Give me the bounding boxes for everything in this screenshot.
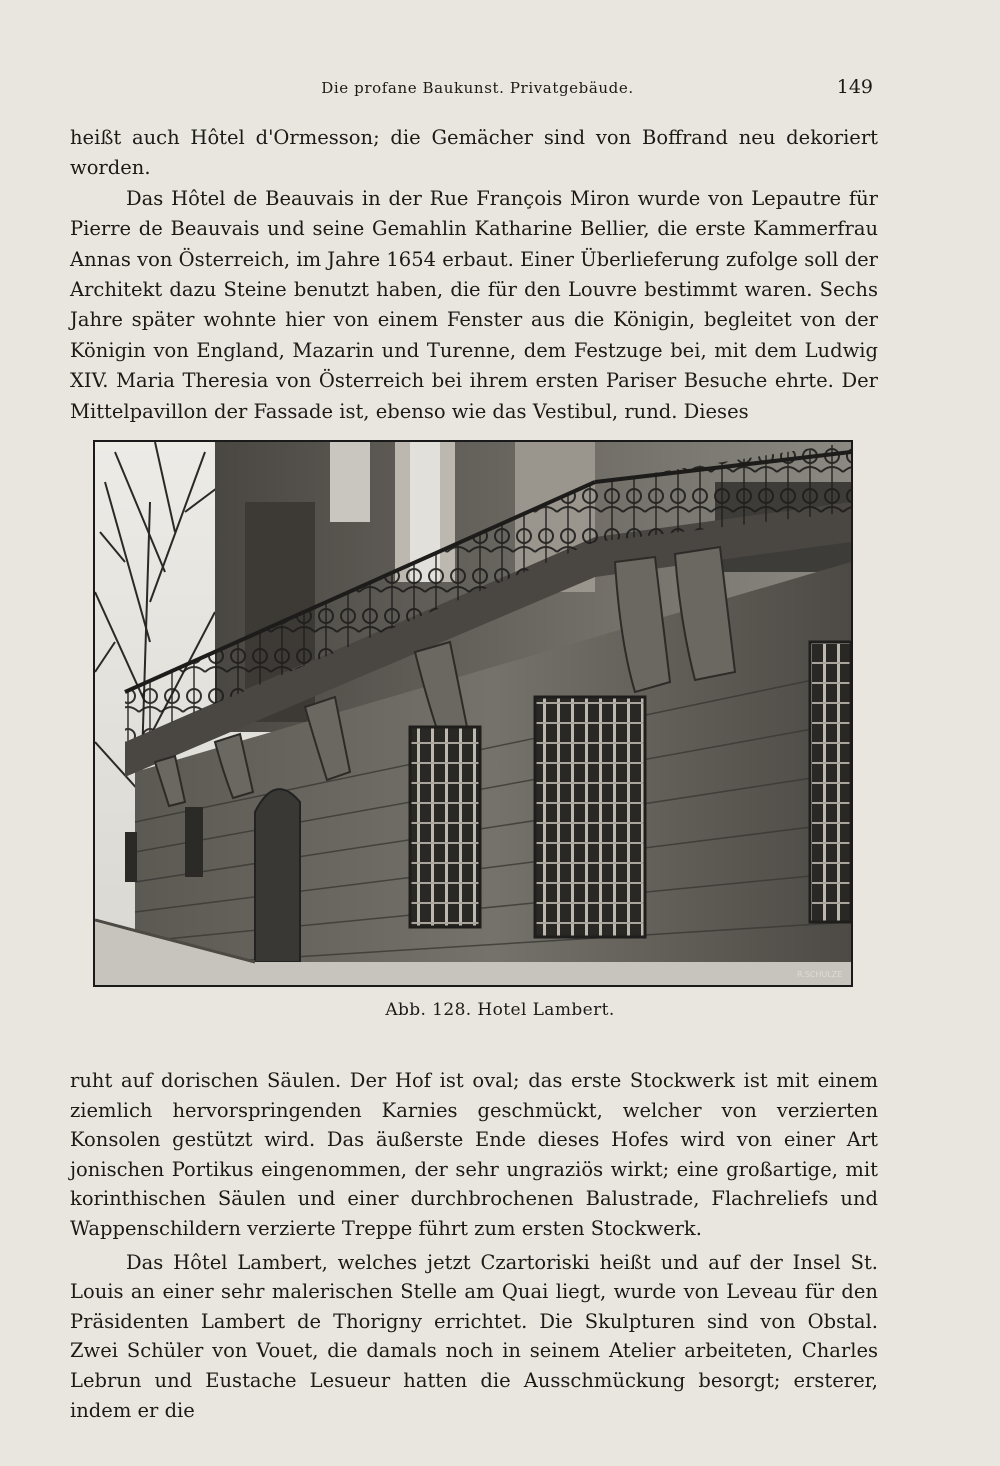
barred-window-edge [810, 642, 851, 922]
small-window [185, 807, 203, 877]
barred-window-center [410, 727, 480, 927]
page-header [70, 76, 885, 104]
facade-illustration [95, 442, 851, 985]
paragraph-hotel-lambert: Das Hôtel Lambert, welches jetzt Czartoriski heißt und auf der Insel St. Louis an einer sehr malerischen Stelle am Quai liegt, wurde von Leveau für den Präsidenten Lambert de Thorigny errichtet. Die Skulpturen sind von Obstal. Zwei Schüler von Vouet, die damals noch in seinem Atelier arbeiteten, Charles Lebrun und Eustache Lesueur hatten die Ausschmückung besorgt; ersterer, indem er die [70, 1250, 878, 1422]
paragraph-continuation: heißt auch Hôtel d'Ormesson; die Gemächer sind von Boffrand neu dekoriert worden. [70, 126, 878, 180]
figure-hotel-lambert-photo [93, 440, 853, 987]
figure-caption: Abb. 128. Hotel Lambert. [385, 1000, 615, 1020]
page-number: 149 [836, 76, 873, 98]
arched-doorway [255, 789, 300, 962]
body-text-bottom [70, 1066, 878, 1425]
running-head: Die profane Baukunst. Privatgebäude. [321, 79, 634, 97]
body-text-top [70, 123, 878, 427]
paragraph-courtyard: ruht auf dorischen Säulen. Der Hof ist oval; das erste Stockwerk ist mit einem ziemlich hervorspringenden Karnies geschmückt, welcher von verzierten Konsolen gestützt wird. Das äußerste Ende dieses Hofes wird von einer Art jonischen Portikus eingenommen, der sehr ungraziös wirkt; eine großartige, mit korinthischen Säulen und einer durchbrochenen Balustrade, Flachreliefs und Wappenschildern verzierte Treppe führt zum ersten Stockwerk. [70, 1069, 878, 1240]
engraver-signature: R.SCHULZE [797, 970, 843, 979]
paragraph-hotel-de-beauvais: Das Hôtel de Beauvais in der Rue François Miron wurde von Lepautre für Pierre de Beauvais und seine Gemahlin Katharine Bellier, die erste Kammerfrau Annas von Österreich, im Jahre 1654 erbaut. Einer Überlieferung zufolge soll der Architekt dazu Steine benutzt haben, die für den Louvre bestimmt waren. Sechs Jahre später wohnte hier von einem Fenster aus die Königin, begleitet von der Königin von England, Mazarin und Turenne, dem Festzuge bei, mit dem Ludwig XIV. Maria Theresia von Österreich bei ihrem ersten Pariser Besuche ehrte. Der Mittelpavillon der Fassade ist, ebenso wie das Vestibul, rund. Dieses [70, 186, 878, 423]
barred-window-right [535, 697, 645, 937]
